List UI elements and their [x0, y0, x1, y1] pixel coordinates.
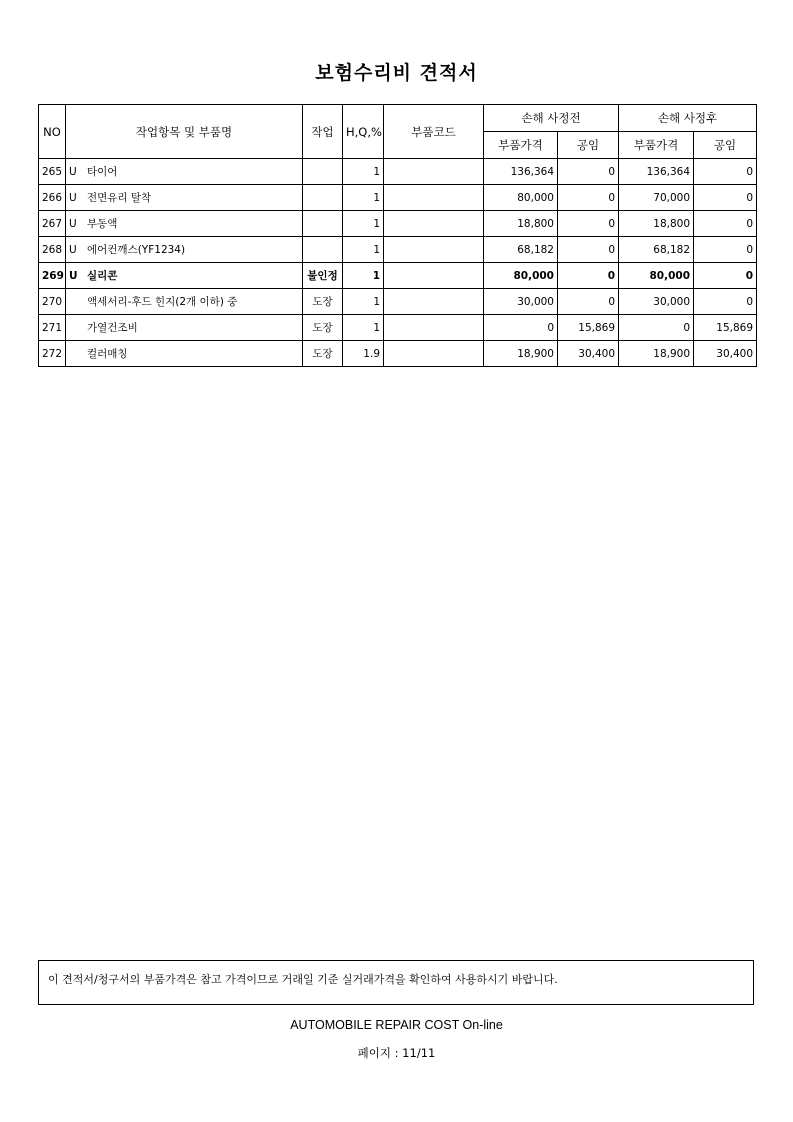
table-row	[39, 159, 757, 185]
footer-brand: AUTOMOBILE REPAIR COST On-line	[290, 1018, 503, 1032]
row-item-name: 전면유리 탈착	[87, 192, 152, 204]
header-after-assessment: 손해 사정후	[619, 105, 757, 132]
header-before-assessment: 손해 사정전	[484, 105, 619, 132]
row-before-labor: 0	[558, 237, 619, 263]
row-hq: 1	[343, 185, 384, 211]
row-work	[303, 159, 343, 185]
row-work	[303, 211, 343, 237]
table-row	[39, 211, 757, 237]
row-before-part-price: 0	[484, 315, 558, 341]
row-number: 268	[39, 237, 66, 263]
row-after-part-price: 30,000	[619, 289, 694, 315]
row-number: 272	[39, 341, 66, 367]
row-before-labor: 30,400	[558, 341, 619, 367]
row-before-labor: 15,869	[558, 315, 619, 341]
row-hq: 1.9	[343, 341, 384, 367]
row-after-part-price: 136,364	[619, 159, 694, 185]
table-row	[39, 341, 757, 367]
table-row	[39, 263, 757, 289]
row-after-labor: 0	[694, 211, 757, 237]
row-after-labor: 0	[694, 159, 757, 185]
table-row	[39, 315, 757, 341]
table-row	[39, 237, 757, 263]
row-type: U	[69, 270, 78, 282]
row-before-labor: 0	[558, 263, 619, 289]
header-work: 작업	[303, 105, 343, 159]
row-work: 도장	[303, 289, 343, 315]
row-before-labor: 0	[558, 211, 619, 237]
row-item-name: 에어컨깨스(YF1234)	[87, 244, 186, 256]
row-work: 불인정	[303, 263, 343, 289]
row-after-part-price: 80,000	[619, 263, 694, 289]
notice-box	[38, 960, 754, 1005]
row-after-labor: 0	[694, 289, 757, 315]
row-before-labor: 0	[558, 289, 619, 315]
row-hq: 1	[343, 263, 384, 289]
header-item: 작업항목 및 부품명	[66, 105, 303, 159]
row-item	[66, 341, 303, 367]
row-hq: 1	[343, 315, 384, 341]
row-item-name: 부동액	[87, 218, 118, 230]
row-before-part-price: 18,800	[484, 211, 558, 237]
row-work	[303, 185, 343, 211]
row-item	[66, 263, 303, 289]
row-work: 도장	[303, 341, 343, 367]
table-body	[39, 159, 757, 367]
row-part-code	[384, 185, 484, 211]
row-work	[303, 237, 343, 263]
row-work: 도장	[303, 315, 343, 341]
footer-page-number: 페이지 : 11/11	[357, 1046, 436, 1060]
row-item	[66, 289, 303, 315]
row-part-code	[384, 159, 484, 185]
row-after-labor: 0	[694, 237, 757, 263]
row-number: 271	[39, 315, 66, 341]
row-before-part-price: 80,000	[484, 185, 558, 211]
row-number: 267	[39, 211, 66, 237]
row-before-part-price: 18,900	[484, 341, 558, 367]
row-item	[66, 185, 303, 211]
row-number: 270	[39, 289, 66, 315]
row-part-code	[384, 341, 484, 367]
row-before-part-price: 80,000	[484, 263, 558, 289]
row-after-part-price: 18,800	[619, 211, 694, 237]
row-number: 265	[39, 159, 66, 185]
header-before-labor: 공임	[558, 132, 619, 159]
row-item-name: 가열건조비	[87, 322, 138, 334]
row-hq: 1	[343, 237, 384, 263]
row-after-part-price: 68,182	[619, 237, 694, 263]
row-item-name: 실리콘	[87, 270, 118, 282]
row-before-part-price: 136,364	[484, 159, 558, 185]
header-part-code: 부품코드	[384, 105, 484, 159]
row-item-name: 컬러매칭	[87, 348, 128, 360]
row-after-labor: 0	[694, 185, 757, 211]
row-after-part-price: 70,000	[619, 185, 694, 211]
header-before-part-price: 부품가격	[484, 132, 558, 159]
row-type: U	[69, 218, 77, 230]
row-number: 266	[39, 185, 66, 211]
row-before-part-price: 30,000	[484, 289, 558, 315]
row-part-code	[384, 237, 484, 263]
estimate-table	[38, 104, 757, 367]
row-type: U	[69, 192, 77, 204]
row-after-labor: 30,400	[694, 341, 757, 367]
row-before-labor: 0	[558, 185, 619, 211]
row-after-labor: 0	[694, 263, 757, 289]
table-row	[39, 289, 757, 315]
row-type: U	[69, 166, 77, 178]
row-after-labor: 15,869	[694, 315, 757, 341]
row-before-part-price: 68,182	[484, 237, 558, 263]
document-title: 보험수리비 견적서	[315, 62, 478, 84]
table-row	[39, 185, 757, 211]
row-part-code	[384, 263, 484, 289]
row-number: 269	[39, 263, 66, 289]
header-after-labor: 공임	[694, 132, 757, 159]
row-item	[66, 315, 303, 341]
header-hq: H,Q,%	[343, 105, 384, 159]
row-item	[66, 211, 303, 237]
header-after-part-price: 부품가격	[619, 132, 694, 159]
row-item	[66, 159, 303, 185]
row-after-part-price: 0	[619, 315, 694, 341]
row-type: U	[69, 244, 77, 256]
row-before-labor: 0	[558, 159, 619, 185]
row-part-code	[384, 211, 484, 237]
row-item-name: 타이어	[87, 166, 118, 178]
row-hq: 1	[343, 211, 384, 237]
row-item	[66, 237, 303, 263]
row-after-part-price: 18,900	[619, 341, 694, 367]
row-part-code	[384, 315, 484, 341]
row-hq: 1	[343, 289, 384, 315]
header-no: NO	[39, 105, 66, 159]
notice-text: 이 견적서/청구서의 부품가격은 참고 가격이므로 거래일 기준 실거래가격을 확인하여 사용하시기 바랍니다.	[48, 973, 558, 986]
row-part-code	[384, 289, 484, 315]
row-item-name: 액세서리-후드 힌지(2개 이하) 중	[87, 296, 238, 308]
row-hq: 1	[343, 159, 384, 185]
